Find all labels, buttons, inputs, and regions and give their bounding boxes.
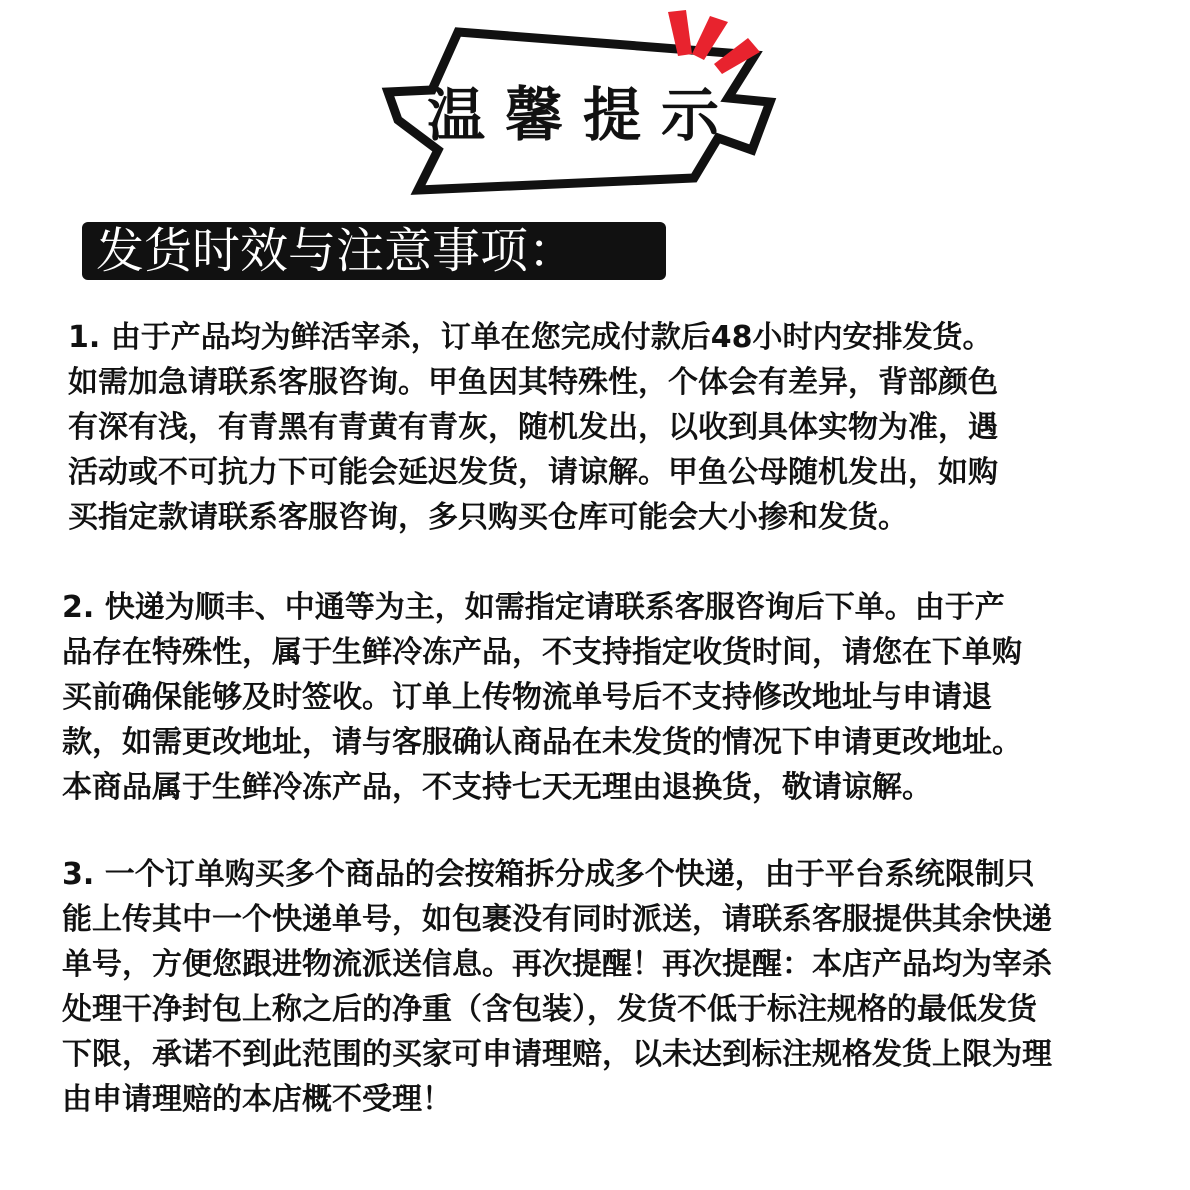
notice-line: 由申请理赔的本店概不受理！ [62, 1082, 452, 1117]
notice-line: 1. 由于产品均为鲜活宰杀，订单在您完成付款后48小时内安排发货。 [68, 320, 993, 355]
notice-line: 下限，承诺不到此范围的买家可申请理赔，以未达到标注规格发货上限为理 [62, 1037, 1052, 1072]
notice-line: 处理干净封包上称之后的净重（含包装），发货不低于标注规格的最低发货 [62, 992, 1037, 1027]
notice-line: 品存在特殊性，属于生鲜冷冻产品，不支持指定收货时间，请您在下单购 [62, 635, 1022, 670]
notice-item-1 [68, 315, 1128, 540]
notice-line: 能上传其中一个快递单号，如包裹没有同时派送，请联系客服提供其余快递 [62, 902, 1052, 937]
notice-line: 如需加急请联系客服咨询。甲鱼因其特殊性，个体会有差异，背部颜色 [68, 365, 998, 400]
notice-line: 3. 一个订单购买多个商品的会按箱拆分成多个快递，由于平台系统限制只 [62, 857, 1035, 892]
section-heading: 发货时效与注意事项： [82, 222, 666, 280]
notice-line: 2. 快递为顺丰、中通等为主，如需指定请联系客服咨询后下单。由于产 [62, 590, 1005, 625]
notice-line: 买指定款请联系客服咨询，多只购买仓库可能会大小掺和发货。 [68, 500, 908, 535]
notice-line: 本商品属于生鲜冷冻产品，不支持七天无理由退换货，敬请谅解。 [62, 770, 932, 805]
notice-item-2 [62, 585, 1132, 810]
notice-line: 有深有浅，有青黑有青黄有青灰，随机发出，以收到具体实物为准，遇 [68, 410, 998, 445]
notice-line: 单号，方便您跟进物流派送信息。再次提醒！再次提醒：本店产品均为宰杀 [62, 947, 1052, 982]
notice-line: 款，如需更改地址，请与客服确认商品在未发货的情况下申请更改地址。 [62, 725, 1022, 760]
notice-item-3 [62, 852, 1132, 1122]
notice-line: 买前确保能够及时签收。订单上传物流单号后不支持修改地址与申请退 [62, 680, 992, 715]
notice-line: 活动或不可抗力下可能会延迟发货，请谅解。甲鱼公母随机发出，如购 [68, 455, 998, 490]
warm-tips-badge [0, 0, 1190, 210]
badge-title: 温馨提示 [426, 81, 740, 149]
